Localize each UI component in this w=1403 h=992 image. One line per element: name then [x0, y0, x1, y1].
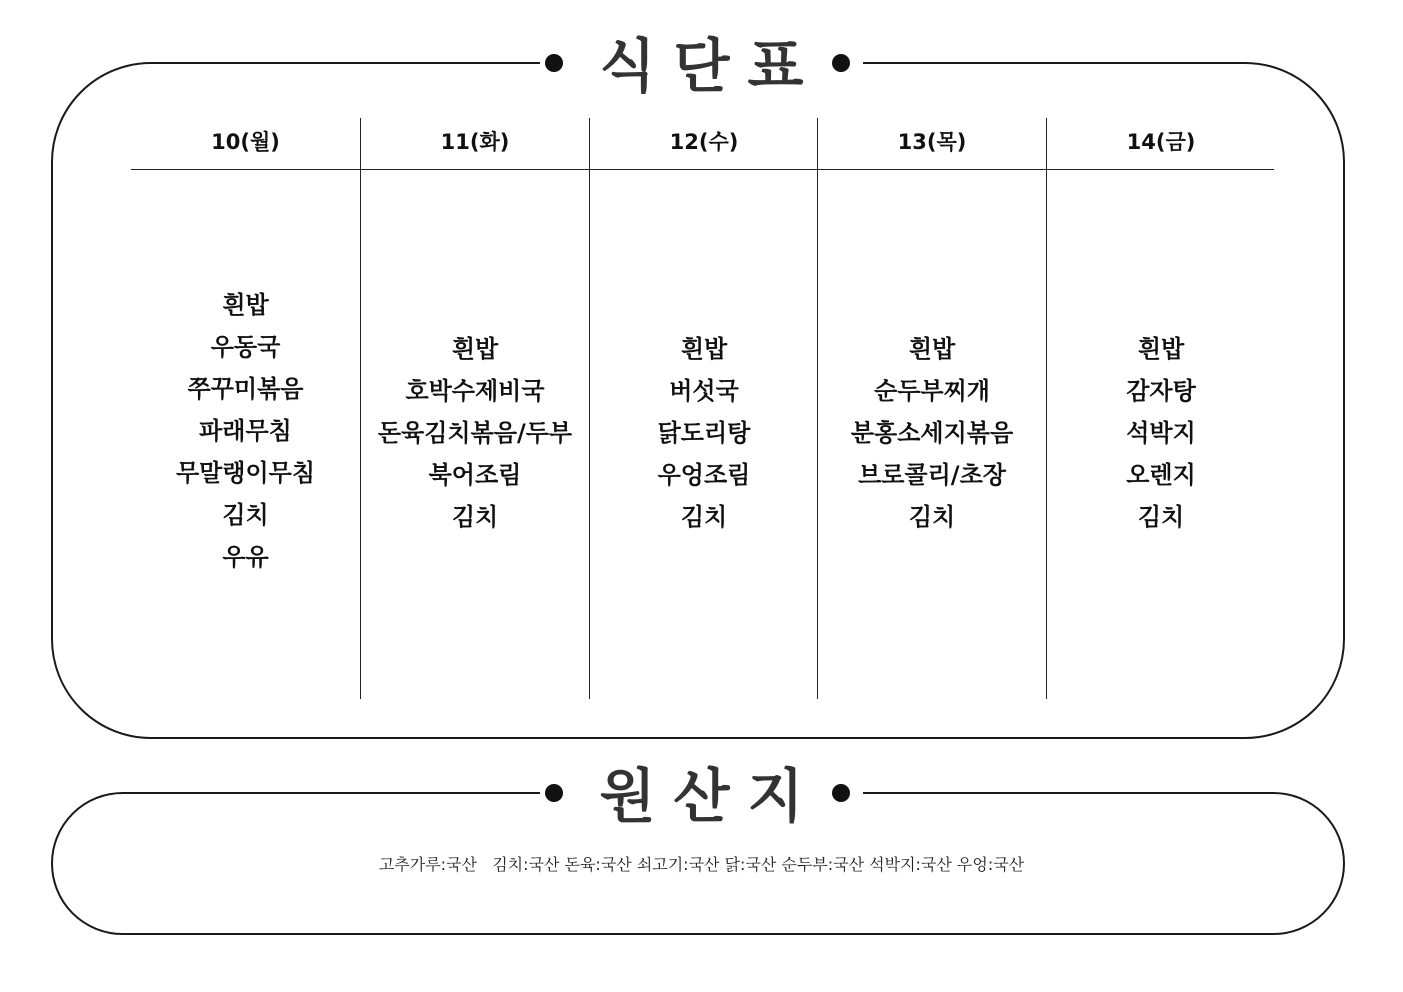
menu-item: 흰밥 [451, 335, 499, 363]
menu-item: 순두부찌개 [874, 377, 990, 405]
day-header: 13(목) [897, 130, 967, 154]
menu-item: 김치 [222, 501, 269, 529]
day-column-thu [817, 118, 1046, 699]
menu-table [131, 118, 1274, 699]
menu-item: 우엉조림 [657, 461, 751, 489]
menu-item: 돈육김치볶음/두부 [377, 419, 573, 447]
menu-item: 우동국 [210, 333, 281, 361]
menu-item: 쭈꾸미볶음 [187, 375, 304, 403]
origin-title-bar [540, 756, 863, 836]
day-column-mon [131, 118, 360, 699]
menu-item: 오렌지 [1126, 461, 1196, 489]
day-menu-list [590, 328, 818, 538]
day-menu-list [131, 284, 360, 578]
menu-item: 김치 [451, 503, 499, 531]
menu-item: 파래무침 [199, 417, 292, 445]
menu-item: 김치 [908, 503, 956, 531]
title-dot-left [545, 54, 563, 72]
header-divider [131, 169, 1274, 170]
menu-item: 흰밥 [222, 291, 269, 319]
origin-title: 원산지 [599, 762, 822, 830]
menu-title-bar [540, 26, 863, 106]
day-column-fri [1046, 118, 1275, 699]
menu-item: 무말랭이무침 [175, 459, 316, 487]
menu-item: 석박지 [1126, 419, 1196, 447]
day-menu-list [361, 328, 589, 538]
menu-item: 김치 [1137, 503, 1185, 531]
menu-item: 흰밥 [680, 335, 728, 363]
menu-title: 식단표 [599, 32, 822, 100]
menu-item: 우유 [222, 543, 269, 571]
day-header: 14(금) [1126, 130, 1196, 154]
day-menu-list [818, 328, 1046, 538]
title-dot-right [832, 784, 850, 802]
origin-statement: 고추가루:국산 김치:국산 돈육:국산 쇠고기:국산 닭:국산 순두부:국산 석박지:국산 우엉:국산 [378, 855, 1025, 874]
menu-item: 감자탕 [1126, 377, 1196, 405]
day-header: 12(수) [669, 130, 739, 154]
title-dot-left [545, 784, 563, 802]
day-column-tue [360, 118, 589, 699]
menu-item: 브로콜리/초장 [858, 461, 1006, 489]
menu-item: 분홍소세지볶음 [850, 419, 1014, 447]
menu-item: 김치 [680, 503, 728, 531]
day-header: 10(월) [211, 130, 280, 154]
menu-item: 흰밥 [1137, 335, 1185, 363]
day-column-wed [589, 118, 818, 699]
day-menu-list [1047, 328, 1275, 538]
menu-item: 호박수제비국 [405, 377, 545, 405]
menu-item: 북어조림 [428, 461, 522, 489]
title-dot-right [832, 54, 850, 72]
menu-item: 버섯국 [669, 377, 739, 405]
day-header: 11(화) [440, 130, 510, 154]
menu-item: 닭도리탕 [657, 419, 751, 447]
menu-item: 흰밥 [908, 335, 956, 363]
